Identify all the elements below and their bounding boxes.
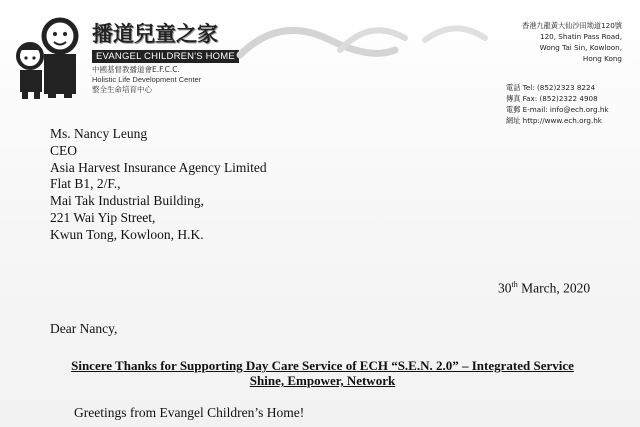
date-suffix: th	[511, 280, 518, 289]
contact-email: 電郵 E-mail: info@ech.org.hk	[506, 105, 609, 114]
contact-website: 網址 http://www.ech.org.hk	[506, 116, 602, 125]
salutation: Dear Nancy,	[50, 321, 118, 336]
address-line-1: 120, Shatin Pass Road,	[540, 32, 622, 41]
greeting-text: Greetings from Evangel Children’s Home!	[74, 405, 305, 420]
org-contact	[506, 82, 636, 126]
org-affiliation-chinese: 中國基督教播道會E.F.C.C.	[92, 65, 180, 74]
address-line-3: Hong Kong	[582, 54, 622, 63]
date-month-year: March, 2020	[517, 280, 591, 296]
organization-logo	[8, 10, 238, 100]
date-day: 30	[498, 280, 512, 296]
letter-subject	[60, 358, 585, 388]
children-logo-icon	[8, 16, 90, 100]
contact-fax: 傳真 Fax: (852)2322 4908	[506, 94, 598, 103]
org-name-english: EVANGEL CHILDREN'S HOME	[92, 50, 239, 63]
org-address	[452, 20, 622, 64]
recipient-name: Ms. Nancy Leung	[50, 126, 148, 141]
recipient-block	[50, 126, 267, 244]
org-name-chinese: 播道兒童之家	[92, 22, 218, 46]
recipient-company: Asia Harvest Insurance Agency Limited	[50, 159, 267, 175]
address-chinese: 香港九龍黃大仙沙田坳道120號	[522, 21, 622, 30]
recipient-address-2: Mai Tak Industrial Building,	[50, 193, 205, 209]
subject-line-1: Sincere Thanks for Supporting Day Care Service of ECH “S.E.N. 2.0” – Integrated Service	[71, 358, 574, 373]
letter-date	[498, 280, 590, 297]
recipient-address-1: Flat B1, 2/F.,	[50, 176, 121, 192]
org-center-chinese: 整全生命培育中心	[92, 85, 152, 94]
org-center-english: Holistic Life Development Center	[92, 75, 202, 84]
recipient-address-3: 221 Wai Yip Street,	[50, 209, 156, 225]
contact-tel: 電話 Tel: (852)2323 8224	[506, 83, 596, 92]
recipient-address-4: Kwun Tong, Kowloon, H.K.	[50, 226, 204, 242]
recipient-title: CEO	[50, 142, 77, 158]
address-line-2: Wong Tai Sin, Kowloon,	[539, 43, 622, 52]
subject-line-2: Shine, Empower, Network	[249, 373, 396, 388]
